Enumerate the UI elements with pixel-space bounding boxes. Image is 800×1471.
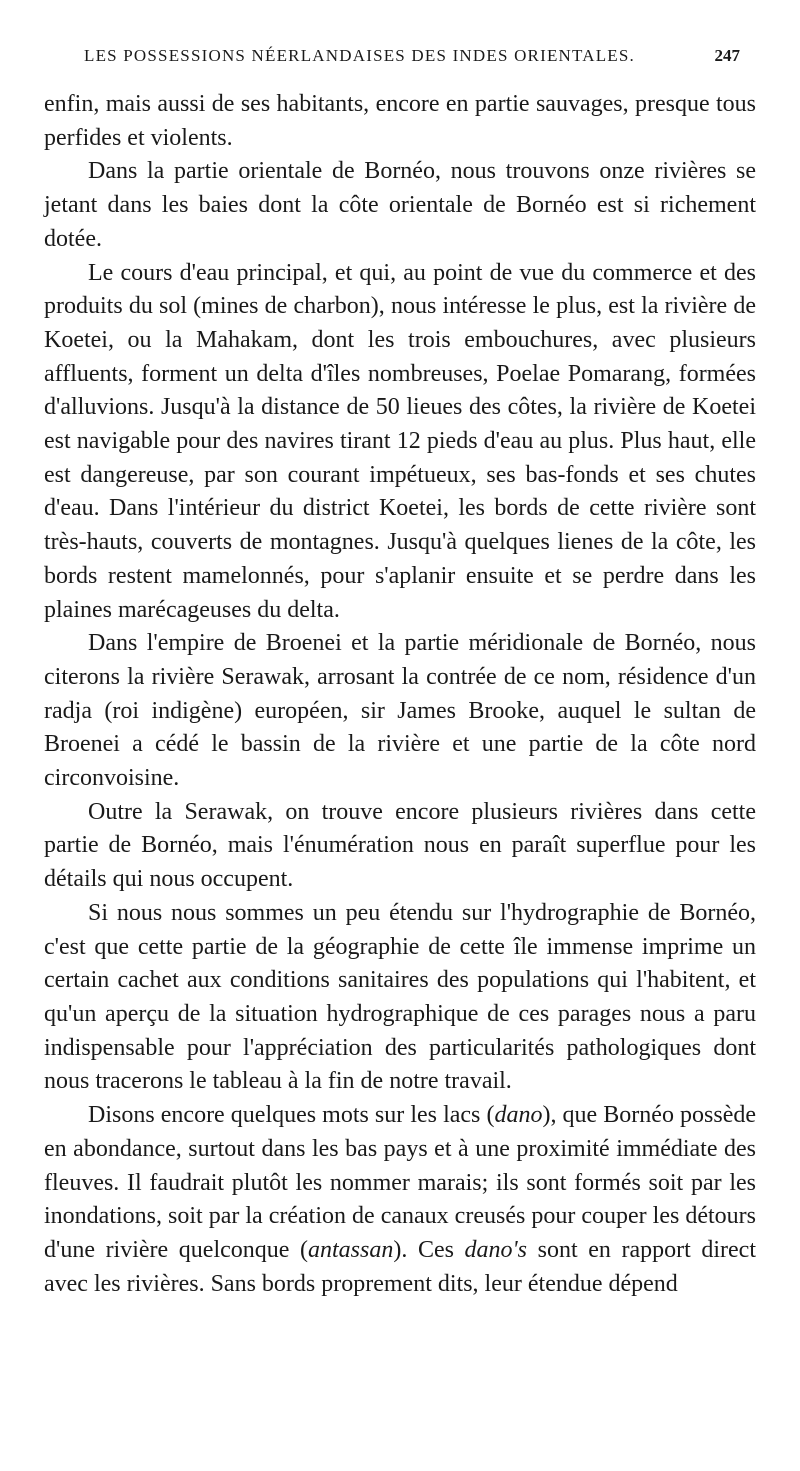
italic-term: dano's: [464, 1236, 528, 1263]
text-run: sont en rapport direct avec les rivières. Sans bords proprement dits, leur étendue dépend: [44, 1236, 756, 1297]
body-text: [44, 88, 756, 1301]
paragraph: Dans l'empire de Broenei et la partie méridionale de Bornéo, nous citerons la rivière Serawak, arrosant la contrée de ce nom, résidence d'un radja (roi indigène) européen, sir James Brooke, auquel le sultan de Broenei a cédé le bassin de la rivière et une partie de la côte nord circonvoisine.: [44, 630, 756, 792]
paragraph: enfin, mais aussi de ses habitants, encore en partie sauvages, presque tous perfides et violents.: [44, 91, 756, 151]
paragraph: [44, 1099, 756, 1301]
text-run: ). Ces: [393, 1236, 465, 1263]
paragraph: Dans la partie orientale de Bornéo, nous trouvons onze rivières se jetant dans les baies dont la côte orientale de Bornéo est si richement dotée.: [44, 158, 756, 252]
text-run: ), que Bornéo possède en abondance, surtout dans les bas pays et à une proximité immédiate des fleuves. Il faudrait plutôt les nommer marais; ils sont formés soit par les inondations, soit par la création de canaux creusés pour couper les détours d'une rivière quelconque (: [44, 1102, 757, 1263]
italic-term: antassan: [308, 1236, 394, 1263]
paragraph: Le cours d'eau principal, et qui, au point de vue du commerce et des produits du sol (mines de charbon), nous intéresse le plus, est la rivière de Koetei, ou la Mahakam, dont les trois embouchures, avec plusieurs affluents, forment un delta d'îles nombreuses, Poelae Pomarang, formées d'alluvions. Jusqu'à la distance de 50 lieues des côtes, la rivière de Koetei est navigable pour des navires tirant 12 pieds d'eau au plus. Plus haut, elle est dangereuse, par son courant impétueux, ses bas-fonds et ses chutes d'eau. Dans l'intérieur du district Koetei, les bords de cette rivière sont très-hauts, couverts de montagnes. Jusqu'à quelques lienes de la côte, les bords restent mamelonnés, pour s'aplanir ensuite et se perdre dans les plaines marécageuses du delta.: [44, 259, 756, 623]
italic-term: dano: [494, 1102, 543, 1129]
paragraph: Si nous nous sommes un peu étendu sur l'hydrographie de Bornéo, c'est que cette partie de la géographie de cette île immense imprime un certain cachet aux conditions sanitaires des populations qui l'habitent, et qu'un aperçu de la situation hydrographique de ces parages nous a paru indispensable pour l'appréciation des particularités pathologiques dont nous tracerons le tableau à la fin de notre travail.: [44, 899, 756, 1095]
running-header: [84, 46, 740, 66]
page-number: 247: [714, 46, 740, 65]
header-title: LES POSSESSIONS NÉERLANDAISES DES INDES ORIENTALES.: [84, 46, 635, 65]
text-run: Disons encore quelques mots sur les lacs (: [88, 1102, 495, 1129]
paragraph: Outre la Serawak, on trouve encore plusieurs rivières dans cette partie de Bornéo, mais l'énumération nous en paraît superflue pour les détails qui nous occupent.: [44, 798, 756, 893]
